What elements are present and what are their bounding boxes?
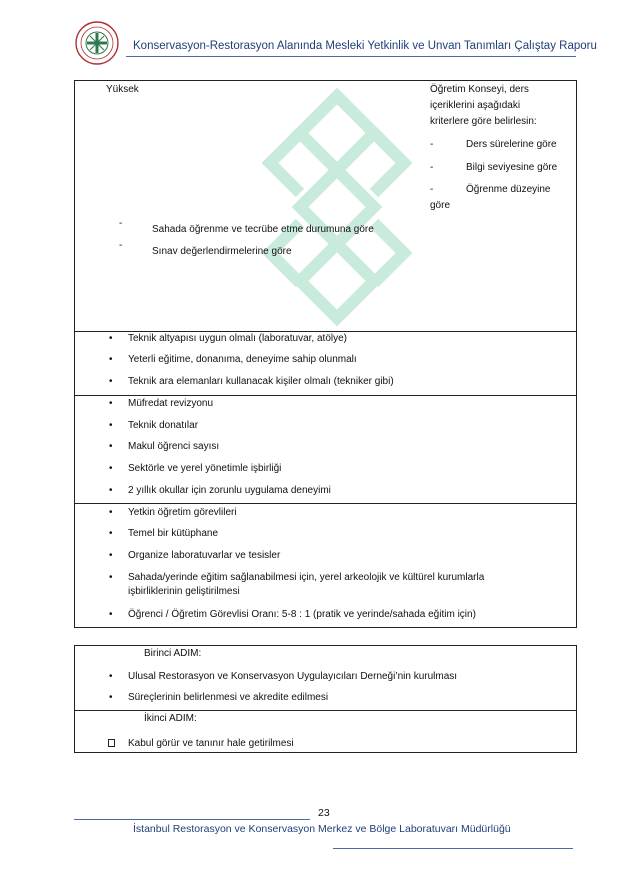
bullet-marker: • bbox=[109, 692, 113, 703]
list-item: Organize laboratuvarlar ve tesisler bbox=[128, 550, 281, 561]
list-item-tail: göre bbox=[430, 200, 451, 211]
bullet-marker: • bbox=[109, 420, 113, 431]
bullet-marker: • bbox=[109, 507, 113, 518]
list-item: Bilgi seviyesine göre bbox=[466, 162, 558, 173]
dash-marker: - bbox=[119, 240, 123, 251]
footer-rule bbox=[333, 848, 573, 849]
list-item: Teknik donatılar bbox=[128, 420, 199, 431]
list-item-continued: işbirliklerinin geliştirilmesi bbox=[128, 586, 240, 597]
dash-marker: - bbox=[430, 139, 434, 150]
right-intro: kriterlere göre belirlesin: bbox=[430, 116, 537, 127]
bullet-marker: • bbox=[109, 609, 113, 620]
right-intro: içeriklerini aşağıdaki bbox=[430, 100, 521, 111]
table-row bbox=[75, 503, 576, 504]
list-item: Öğrenci / Öğretim Görevlisi Oranı: 5-8 : 1 (pratik ve yerinde/sahada eğitim için) bbox=[128, 609, 476, 620]
list-item: Sınav değerlendirmelerine göre bbox=[152, 246, 292, 257]
bullet-marker: • bbox=[109, 441, 113, 452]
bullet-marker: • bbox=[109, 398, 113, 409]
list-item: Süreçlerinin belirlenmesi ve akredite edilmesi bbox=[128, 692, 329, 703]
dash-marker: - bbox=[430, 162, 434, 173]
list-item: Teknik ara elemanları kullanacak kişiler olmalı (tekniker gibi) bbox=[128, 376, 394, 387]
dash-marker: - bbox=[119, 218, 123, 229]
right-intro: Öğretim Konseyi, ders bbox=[430, 84, 529, 95]
list-item: Yetkin öğretim görevlileri bbox=[128, 507, 237, 518]
seal-logo bbox=[74, 20, 120, 66]
level-label: Yüksek bbox=[106, 84, 139, 95]
step-title: İkinci ADIM: bbox=[144, 713, 197, 724]
bullet-marker: • bbox=[109, 376, 113, 387]
footer-text: İstanbul Restorasyon ve Konservasyon Merkez ve Bölge Laboratuvarı Müdürlüğü bbox=[133, 823, 511, 835]
checkbox-square-icon bbox=[108, 739, 115, 747]
list-item: Müfredat revizyonu bbox=[128, 398, 214, 409]
list-item: 2 yıllık okullar için zorunlu uygulama deneyimi bbox=[128, 485, 331, 496]
bullet-marker: • bbox=[109, 463, 113, 474]
list-item: Ulusal Restorasyon ve Konservasyon Uygulayıcıları Derneği’nin kurulması bbox=[128, 671, 458, 682]
step-title: Birinci ADIM: bbox=[144, 648, 202, 659]
dash-marker: - bbox=[430, 184, 434, 195]
header-title: Konservasyon-Restorasyon Alanında Mesleki Yetkinlik ve Unvan Tanımları Çalıştay Raporu bbox=[133, 40, 597, 52]
list-item: Ders sürelerine göre bbox=[466, 139, 557, 150]
bullet-marker: • bbox=[109, 485, 113, 496]
list-item: Kabul görür ve tanınır hale getirilmesi bbox=[128, 738, 294, 749]
list-item: Makul öğrenci sayısı bbox=[128, 441, 220, 452]
bullet-marker: • bbox=[109, 572, 113, 583]
bullet-marker: • bbox=[109, 550, 113, 561]
bullet-marker: • bbox=[109, 528, 113, 539]
bullet-marker: • bbox=[109, 671, 113, 682]
bullet-marker: • bbox=[109, 333, 113, 344]
list-item: Sahada öğrenme ve tecrübe etme durumuna göre bbox=[152, 224, 374, 235]
list-item: Sektörle ve yerel yönetimle işbirliği bbox=[128, 463, 282, 474]
list-item: Temel bir kütüphane bbox=[128, 528, 219, 539]
list-item: Sahada/yerinde eğitim sağlanabilmesi için, yerel arkeolojik ve kültürel kurumlarla bbox=[128, 572, 485, 583]
list-item: Öğrenme düzeyine bbox=[466, 184, 551, 195]
bullet-marker: • bbox=[109, 354, 113, 365]
page-number: 23 bbox=[318, 807, 330, 819]
header-rule bbox=[126, 56, 576, 57]
footer-rule bbox=[74, 819, 310, 820]
list-item: Yeterli eğitime, donanıma, deneyime sahip olunmalı bbox=[128, 354, 357, 365]
table-row bbox=[75, 395, 576, 396]
table-row bbox=[75, 710, 576, 711]
table-row bbox=[75, 331, 576, 332]
list-item: Teknik altyapısı uygun olmalı (laboratuvar, atölye) bbox=[128, 333, 347, 344]
